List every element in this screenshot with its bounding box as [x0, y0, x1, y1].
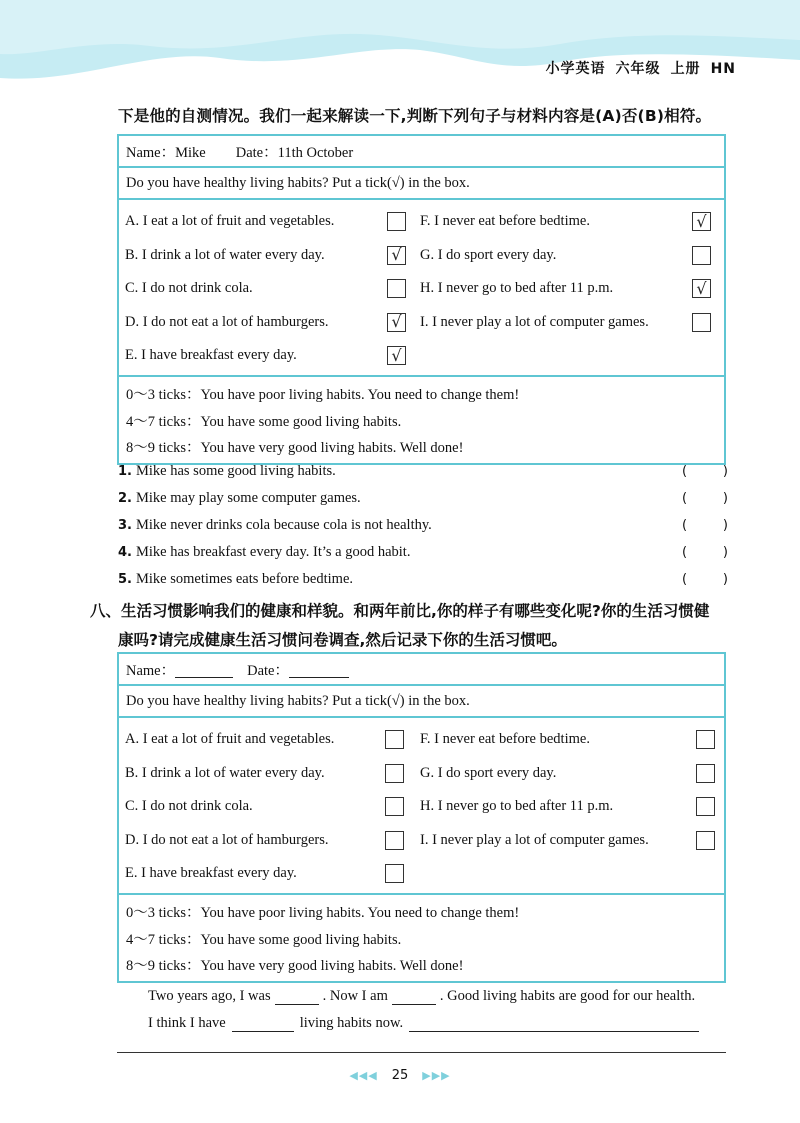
score-line: 4～7 ticks：You have some good living habits. — [126, 931, 402, 948]
checkbox-i[interactable] — [696, 831, 715, 850]
checkbox-f[interactable] — [696, 730, 715, 749]
checkbox-a[interactable] — [385, 730, 404, 749]
survey-card-mike — [117, 134, 726, 465]
survey1-question-row — [119, 168, 724, 200]
survey2-question: Do you have healthy living habits? Put a tick(√) in the box. — [126, 692, 470, 709]
score-line: 8～9 ticks：You have very good living habits. Well done! — [126, 958, 464, 975]
footer-rule — [117, 1052, 726, 1053]
checkbox-b[interactable]: √ — [387, 246, 406, 265]
survey1-item-a: A. I eat a lot of fruit and vegetables. — [125, 205, 420, 239]
checkbox-a[interactable] — [387, 212, 406, 231]
survey1-question: Do you have healthy living habits? Put a tick(√) in the box. — [126, 174, 470, 191]
checkbox-g[interactable] — [692, 246, 711, 265]
checkbox-d[interactable] — [385, 831, 404, 850]
checkbox-d[interactable]: √ — [387, 313, 406, 332]
survey1-item-f: F. I never eat before bedtime. √ — [420, 205, 722, 239]
checkbox-e[interactable] — [385, 864, 404, 883]
survey2-date-label: Date： — [247, 662, 289, 679]
header-edition: HN — [710, 61, 736, 77]
blank-free-answer[interactable] — [409, 1017, 699, 1032]
date-input-line[interactable] — [289, 661, 349, 678]
header-volume: 上册 — [670, 61, 701, 77]
survey1-items-row — [119, 200, 724, 377]
intro-instruction: 下是他的自测情况。我们一起来解读一下,判断下列句子与材料内容是(A)否(B)相符。 — [118, 107, 712, 125]
section-8-heading — [90, 597, 730, 655]
survey-card-blank — [117, 652, 726, 983]
page-number: 25 — [391, 1068, 409, 1083]
checkbox-i[interactable] — [692, 313, 711, 332]
survey1-date: Date：11th October — [235, 144, 354, 161]
fill-line-2: I think I have living habits now. — [148, 1005, 728, 1032]
answer-blank[interactable]: ( ) — [682, 545, 728, 560]
answer-blank[interactable]: ( ) — [682, 491, 728, 506]
checkbox-c[interactable] — [385, 797, 404, 816]
answer-blank[interactable]: ( ) — [682, 518, 728, 533]
survey1-item-d: D. I do not eat a lot of hamburgers. √ — [125, 306, 420, 340]
survey2-item-h: H. I never go to bed after 11 p.m. — [420, 790, 722, 824]
blank-two-years-ago[interactable] — [275, 990, 319, 1005]
survey1-item-b: B. I drink a lot of water every day. √ — [125, 239, 420, 273]
survey1-item-c: C. I do not drink cola. — [125, 272, 420, 306]
survey2-item-c: C. I do not drink cola. — [125, 790, 420, 824]
answer-blank[interactable]: ( ) — [682, 572, 728, 587]
question-item: 3. Mike never drinks cola because cola is not healthy. ( ) — [118, 517, 728, 533]
survey2-item-e: E. I have breakfast every day. — [125, 857, 420, 891]
judgement-questions — [118, 458, 728, 593]
survey2-item-i: I. I never play a lot of computer games. — [420, 824, 722, 858]
checkbox-c[interactable] — [387, 279, 406, 298]
survey1-item-h: H. I never go to bed after 11 p.m. √ — [420, 272, 722, 306]
survey2-item-g: G. I do sport every day. — [420, 757, 722, 791]
question-item: 5. Mike sometimes eats before bedtime. ( ) — [118, 571, 728, 587]
score-line: 0～3 ticks：You have poor living habits. You need to change them! — [126, 905, 520, 922]
question-item: 2. Mike may play some computer games. ( ) — [118, 490, 728, 506]
survey2-question-row — [119, 686, 724, 718]
header-subject: 小学英语 — [545, 61, 606, 77]
question-item: 4. Mike has breakfast every day. It’s a good habit. ( ) — [118, 544, 728, 560]
score-line: 8～9 ticks：You have very good living habits. Well done! — [126, 440, 464, 457]
survey2-name-label: Name： — [126, 662, 176, 679]
blank-now[interactable] — [392, 990, 436, 1005]
section-8-line1: 八、生活习惯影响我们的健康和样貌。和两年前比,你的样子有哪些变化呢?你的生活习惯健 — [90, 602, 710, 620]
survey1-scores — [119, 377, 724, 464]
checkbox-h[interactable]: √ — [692, 279, 711, 298]
checkbox-b[interactable] — [385, 764, 404, 783]
name-input-line[interactable] — [175, 661, 233, 678]
header-title — [536, 58, 736, 78]
survey2-name-date-row — [119, 654, 724, 686]
blank-habits[interactable] — [232, 1017, 294, 1032]
survey1-item-g: G. I do sport every day. — [420, 239, 722, 273]
fill-in-sentences — [148, 978, 728, 1032]
header-grade: 六年级 — [615, 61, 661, 77]
question-item: 1. Mike has some good living habits. ( ) — [118, 463, 728, 479]
survey2-scores — [119, 895, 724, 982]
score-line: 4～7 ticks：You have some good living habits. — [126, 413, 402, 430]
survey1-name: Name：Mike — [126, 144, 206, 161]
survey2-item-a: A. I eat a lot of fruit and vegetables. — [125, 723, 420, 757]
right-arrows-icon: ▶▶▶ — [422, 1069, 451, 1082]
survey2-item-f: F. I never eat before bedtime. — [420, 723, 722, 757]
page-footer — [0, 1068, 800, 1083]
checkbox-g[interactable] — [696, 764, 715, 783]
left-arrows-icon: ◀◀◀ — [349, 1069, 378, 1082]
score-line: 0～3 ticks：You have poor living habits. You need to change them! — [126, 387, 520, 404]
survey1-item-e: E. I have breakfast every day. √ — [125, 339, 420, 373]
fill-line-1: Two years ago, I was . Now I am . Good living habits are good for our health. — [148, 988, 696, 1004]
survey2-item-b: B. I drink a lot of water every day. — [125, 757, 420, 791]
checkbox-f[interactable]: √ — [692, 212, 711, 231]
survey2-items-row — [119, 718, 724, 895]
answer-blank[interactable]: ( ) — [682, 464, 728, 479]
checkbox-h[interactable] — [696, 797, 715, 816]
section-8-line2: 康吗?请完成健康生活习惯问卷调查,然后记录下你的生活习惯吧。 — [118, 631, 567, 649]
checkbox-e[interactable]: √ — [387, 346, 406, 365]
survey1-item-i: I. I never play a lot of computer games. — [420, 306, 722, 340]
survey2-item-d: D. I do not eat a lot of hamburgers. — [125, 824, 420, 858]
survey1-name-date-row — [119, 136, 724, 168]
